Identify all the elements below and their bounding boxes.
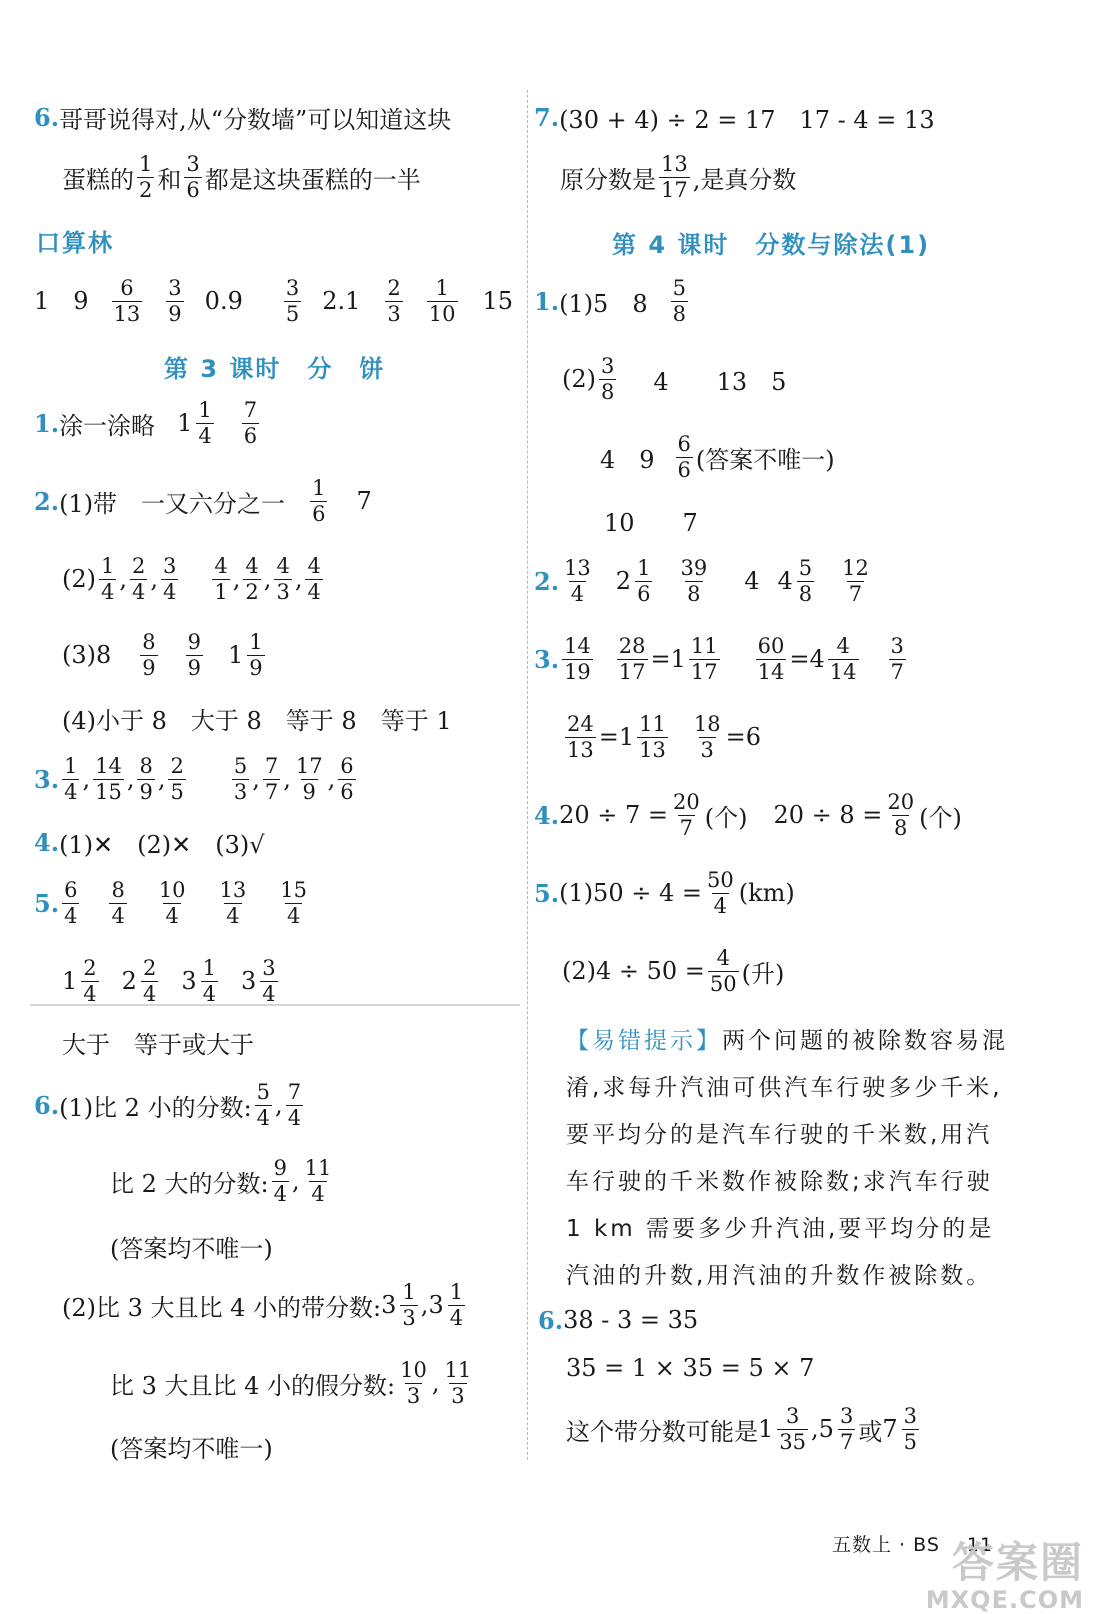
l4-q1-2 xyxy=(562,350,786,408)
error-tip-text: 两个问题的被除数容易混淆,求每升汽油可供汽车行驶多少千米,要平均分的是汽车行驶的千米数,用汽车行驶的千米数作被除数;求汽车行驶 1 km 需要多少升汽油,要平均分的是汽油的升数,用汽油的升数作被除数。 xyxy=(566,1028,1008,1289)
l4-q5-1 xyxy=(534,864,795,922)
l3-q2-4: (4)小于 8 大于 8 等于 8 等于 1 xyxy=(62,706,452,735)
mixed-whole: 3 xyxy=(240,967,257,995)
fraction: $\frac{3}{5}$ xyxy=(285,275,300,326)
mixed-whole: 4 xyxy=(777,567,793,595)
text: (2)4 ÷ 50 = xyxy=(562,957,705,985)
fraction: $\frac{20}{7}$ xyxy=(672,789,700,840)
fraction: $\frac{3}{9}$ xyxy=(168,275,182,326)
sub-label: (2) xyxy=(562,365,596,393)
mixed-whole: 1 xyxy=(228,641,244,669)
text: 都是这块蛋糕的一半 xyxy=(204,165,421,194)
sub-label: (3)8 xyxy=(62,641,112,669)
left-q6-line1 xyxy=(34,96,451,138)
fraction: $\frac{13}{17}$ xyxy=(661,151,688,202)
answer: 15 xyxy=(482,287,514,315)
l3-q6-b: 比 2 大的分数: $\frac{9}{4}$ , $\frac{11}{4}$ xyxy=(110,1155,332,1206)
fraction: $\frac{10}{3}$ xyxy=(400,1357,427,1408)
text: =1 xyxy=(598,723,635,751)
fraction: $\frac{13}{4}$ xyxy=(219,877,247,928)
text: 比 2 大的分数: xyxy=(110,1169,269,1198)
l3-q5-mixed xyxy=(62,952,281,1010)
mixed-whole: 3 xyxy=(181,967,197,995)
fraction: $\frac{4}{50}$ xyxy=(709,945,737,996)
l3-q6-note1: (答案均不唯一) xyxy=(110,1234,273,1263)
answer: 4 xyxy=(744,567,760,595)
question-text: 哥哥说得对,从“分数墙”可以知道这块 xyxy=(59,105,452,134)
question-number: 4. xyxy=(34,827,60,857)
l3-q6-note2: (答案均不唯一) xyxy=(110,1434,273,1463)
fraction: $\frac{3}{6}$ xyxy=(186,151,200,202)
answer: 9 xyxy=(73,287,89,315)
mixed-whole: 1 xyxy=(177,409,193,437)
question-number: 5. xyxy=(34,888,60,918)
l3-q2-2: (2) $\frac{1}{4}$ , $\frac{2}{4}$ , $\frac{3}{4}$ $\frac{4}{1}$ , $\frac{4}{2}$ , $\frac{4}{3}$ , $\frac{4}{4}$ xyxy=(62,553,321,604)
fraction: $\frac{1}{4}$ xyxy=(64,753,78,804)
watermark xyxy=(926,1530,1084,1614)
l4-q3-b xyxy=(562,708,761,766)
fraction: $\frac{60}{14}$ xyxy=(757,633,785,684)
text: (1)带 一又六分之一 xyxy=(59,489,286,518)
text: (1)✕ (2)✕ (3)√ xyxy=(59,830,265,859)
fraction: $\frac{2}{4}$ xyxy=(83,955,97,1006)
fraction: $\frac{2}{4}$ xyxy=(132,553,146,604)
question-number: 5. xyxy=(534,878,560,908)
fraction: $\frac{6}{13}$ xyxy=(113,275,141,326)
fraction: $\frac{3}{4}$ xyxy=(262,955,276,1006)
fraction: $\frac{7}{7}$ xyxy=(264,753,279,804)
fraction: $\frac{11}{3}$ xyxy=(444,1357,472,1408)
sub-label: (2) xyxy=(62,565,96,593)
l3-q5-compare: 大于 等于或大于 xyxy=(62,1030,254,1059)
l4-q6-3 xyxy=(566,1400,922,1458)
fraction: $\frac{9}{4}$ xyxy=(273,1155,287,1206)
fraction: $\frac{5}{4}$ xyxy=(256,1079,271,1130)
fraction: $\frac{8}{4}$ xyxy=(111,877,125,928)
fraction: $\frac{15}{4}$ xyxy=(280,877,308,928)
fraction: $\frac{1}{4}$ xyxy=(202,955,216,1006)
text: ,是真分数 xyxy=(692,165,797,194)
text: 比 3 大且比 4 小的假分数: xyxy=(110,1371,396,1400)
text: 38 - 3 = 35 xyxy=(563,1306,699,1334)
fraction: $\frac{11}{17}$ xyxy=(690,633,718,684)
text: 或 xyxy=(858,1417,883,1446)
question-number: 3. xyxy=(34,764,60,794)
fraction: $\frac{24}{13}$ xyxy=(567,711,594,762)
text: 原分数是 xyxy=(560,165,656,194)
fraction: $\frac{9}{9}$ xyxy=(187,629,202,680)
fraction: $\frac{10}{4}$ xyxy=(158,877,186,928)
question-number: 6. xyxy=(34,1090,60,1120)
l3-q3: 3. $\frac{1}{4}$ , $\frac{14}{15}$ , $\frac{8}{9}$ , $\frac{2}{5}$ $\frac{5}{3}$ , $\frac{7}{7}$ , $\frac{17}{9}$ , $\frac{6}{6}$ xyxy=(34,753,354,804)
fraction: $\frac{1}{4}$ xyxy=(449,1279,464,1330)
text: =1 xyxy=(650,645,686,673)
text: =4 xyxy=(789,645,825,673)
unit: (升) xyxy=(741,959,785,988)
question-number: 1. xyxy=(34,408,60,438)
error-tip-block xyxy=(566,1018,1016,1300)
fraction: $\frac{3}{4}$ xyxy=(163,553,177,604)
l3-q2-1 xyxy=(34,472,372,530)
fraction: $\frac{7}{4}$ xyxy=(287,1079,302,1130)
fraction: $\frac{12}{7}$ xyxy=(842,555,869,606)
fraction: $\frac{4}{3}$ xyxy=(276,553,290,604)
text: 蛋糕的 xyxy=(62,165,134,194)
text: 这个带分数可能是 xyxy=(566,1417,758,1446)
fraction: $\frac{18}{3}$ xyxy=(693,711,721,762)
fraction: $\frac{11}{13}$ xyxy=(639,711,666,762)
question-number: 6. xyxy=(34,102,60,132)
koushu-answers xyxy=(34,272,513,330)
fraction: $\frac{11}{4}$ xyxy=(304,1155,332,1206)
right-q7-line1 xyxy=(534,96,935,138)
question-number: 7. xyxy=(534,102,560,132)
fraction: $\frac{3}{7}$ xyxy=(839,1403,854,1454)
l3-q1 xyxy=(34,394,262,452)
answer: 7 xyxy=(356,487,372,515)
watermark-url: MXQE.COM xyxy=(925,1586,1084,1614)
mixed-whole: 5 xyxy=(818,1415,834,1443)
page-footer: 五数上 · BS 11 xyxy=(832,1534,994,1556)
text: (答案不唯一) xyxy=(695,445,835,474)
answer: 1 xyxy=(34,287,50,315)
error-tip-label: 【易错提示】 xyxy=(566,1028,722,1054)
text: 涂一涂略 xyxy=(59,411,156,440)
text: 20 ÷ 8 = xyxy=(773,801,883,829)
fraction: $\frac{2}{4}$ xyxy=(142,955,157,1006)
fraction: $\frac{28}{17}$ xyxy=(618,633,646,684)
unit: (个) xyxy=(704,803,748,832)
fraction: $\frac{4}{4}$ xyxy=(307,553,321,604)
l4-q1-3 xyxy=(600,428,835,486)
fraction: $\frac{6}{6}$ xyxy=(340,753,354,804)
fraction: $\frac{8}{9}$ xyxy=(142,629,156,680)
l3-q6-d: 比 3 大且比 4 小的假分数: $\frac{10}{3}$ , $\frac{11}{3}$ xyxy=(110,1357,472,1408)
mixed-whole: 2 xyxy=(615,567,632,595)
fraction: $\frac{39}{8}$ xyxy=(680,555,708,606)
fraction: $\frac{8}{9}$ xyxy=(139,753,153,804)
fraction: $\frac{3}{5}$ xyxy=(903,1403,917,1454)
fraction: $\frac{3}{8}$ xyxy=(601,353,615,404)
l4-q5-2 xyxy=(562,942,784,1000)
question-number: 4. xyxy=(534,800,560,830)
mixed-whole: 2 xyxy=(121,967,137,995)
fraction: $\frac{2}{5}$ xyxy=(170,753,184,804)
unit: (km) xyxy=(738,879,795,907)
l4-q2 xyxy=(534,552,874,610)
l4-q1-4: 10 7 xyxy=(604,508,698,537)
answer: 2.1 xyxy=(322,287,361,315)
fraction: $\frac{14}{15}$ xyxy=(95,753,122,804)
text: (1)5 8 xyxy=(559,289,648,318)
fraction: $\frac{1}{4}$ xyxy=(198,397,212,448)
text: (30 + 4) ÷ 2 = 17 17 - 4 = 13 xyxy=(559,105,935,134)
question-number: 3. xyxy=(534,644,560,674)
fraction: $\frac{1}{6}$ xyxy=(312,475,326,526)
fraction: $\frac{14}{19}$ xyxy=(564,633,591,684)
fraction: $\frac{5}{8}$ xyxy=(672,275,686,326)
question-number: 6. xyxy=(538,1305,564,1335)
lesson-3-title: 第 3 课时 分 饼 xyxy=(164,354,386,383)
unit: (个) xyxy=(919,803,962,832)
fraction: $\frac{4}{1}$ xyxy=(214,553,228,604)
l3-q5 xyxy=(34,874,312,932)
fraction: $\frac{1}{3}$ xyxy=(402,1279,416,1330)
fraction: $\frac{7}{6}$ xyxy=(243,397,258,448)
fraction: $\frac{1}{10}$ xyxy=(428,275,456,326)
fraction: $\frac{4}{14}$ xyxy=(829,633,857,684)
fraction: $\frac{1}{6}$ xyxy=(637,555,651,606)
fraction: $\frac{6}{4}$ xyxy=(64,877,78,928)
l4-q1-1 xyxy=(534,272,691,330)
fraction: $\frac{6}{6}$ xyxy=(677,431,691,482)
text: (1)比 2 小的分数: xyxy=(59,1093,252,1122)
fraction: $\frac{4}{2}$ xyxy=(245,553,259,604)
l3-q2-3 xyxy=(62,626,268,684)
answer: 0.9 xyxy=(204,287,243,315)
watermark-logo: 答案圈 xyxy=(951,1538,1084,1587)
fraction: $\frac{2}{3}$ xyxy=(387,275,401,326)
l3-q6-a: 6. (1)比 2 小的分数: $\frac{5}{4}$ , $\frac{7}{4}$ xyxy=(34,1079,302,1130)
text: 4 13 5 xyxy=(653,367,787,396)
l4-q4 xyxy=(534,786,962,844)
text: 20 ÷ 7 = xyxy=(559,801,668,829)
l4-q6-2: 35 = 1 × 35 = 5 × 7 xyxy=(566,1354,815,1382)
fraction: $\frac{5}{3}$ xyxy=(233,753,248,804)
question-number: 2. xyxy=(34,486,60,516)
fraction: $\frac{1}{2}$ xyxy=(139,151,153,202)
question-number: 1. xyxy=(534,286,560,316)
section-title-koushu: 口算林 xyxy=(36,228,114,257)
text: 和 xyxy=(157,165,182,194)
mixed-whole: 1 xyxy=(758,1415,774,1443)
l3-q6-c: (2)比 3 大且比 4 小的带分数: 3 $\frac{1}{3}$ , 3 $\frac{1}{4}$ xyxy=(62,1279,464,1330)
text: 4 9 xyxy=(600,445,655,474)
mixed-whole: 1 xyxy=(62,967,78,995)
lesson-4-title: 第 4 课时 分数与除法(1) xyxy=(612,230,931,259)
left-q6-line2 xyxy=(62,148,421,206)
mixed-whole: 7 xyxy=(882,1415,898,1443)
question-number: 2. xyxy=(534,566,560,596)
text: (1)50 ÷ 4 = xyxy=(559,879,702,907)
fraction: $\frac{20}{8}$ xyxy=(887,789,915,840)
mixed-whole: 3 xyxy=(381,1291,397,1319)
fraction: $\frac{3}{35}$ xyxy=(779,1403,807,1454)
fraction: $\frac{3}{7}$ xyxy=(890,633,904,684)
fraction: $\frac{1}{9}$ xyxy=(249,629,263,680)
l4-q6-1 xyxy=(538,1302,698,1338)
l3-q4 xyxy=(34,824,265,860)
column-divider xyxy=(527,90,528,1460)
text: =6 xyxy=(725,723,761,751)
text: (2)比 3 大且比 4 小的带分数: xyxy=(62,1293,382,1322)
fraction: $\frac{5}{8}$ xyxy=(798,555,813,606)
fraction: $\frac{1}{4}$ xyxy=(101,553,115,604)
fraction: $\frac{13}{4}$ xyxy=(564,555,591,606)
text: , xyxy=(811,1415,819,1443)
l4-q3 xyxy=(534,630,909,688)
right-q7-line2 xyxy=(560,148,796,206)
mixed-whole: 3 xyxy=(428,1291,444,1319)
fraction: $\frac{17}{9}$ xyxy=(295,753,323,804)
fraction: $\frac{50}{4}$ xyxy=(706,867,734,918)
